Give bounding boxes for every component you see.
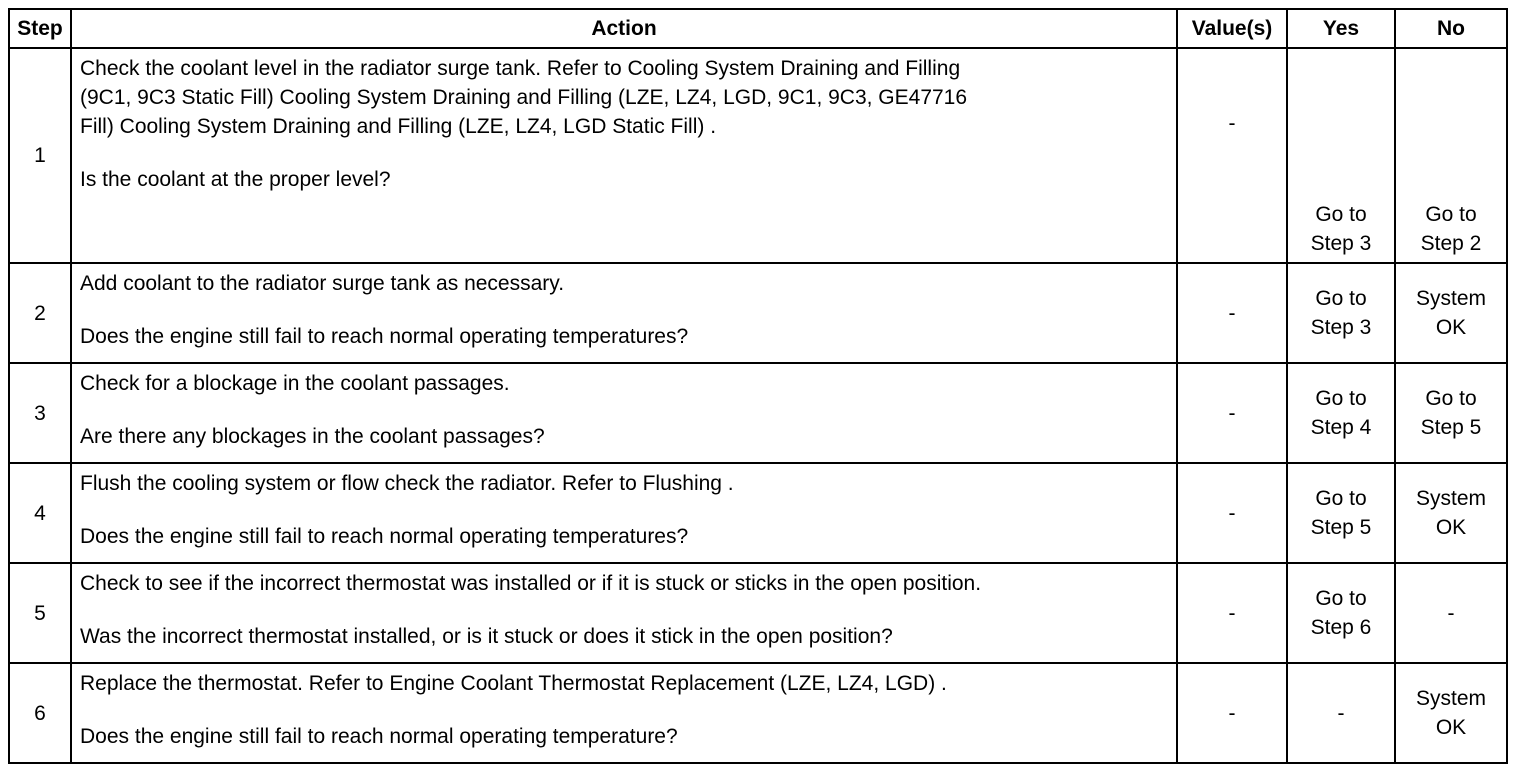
action-text: Check for a blockage in the coolant passages. — [80, 372, 510, 395]
yes-line: Go to — [1315, 203, 1367, 226]
action-question: Does the engine still fail to reach normal operating temperatures? — [80, 325, 689, 348]
action-cell — [71, 263, 1177, 363]
step-number: 2 — [9, 263, 71, 363]
header-values: Value(s) — [1177, 9, 1287, 48]
no-line: Go to — [1425, 387, 1477, 410]
header-row — [9, 9, 1507, 48]
action-text: Check to see if the incorrect thermostat was installed or if it is stuck or sticks in the open position. — [80, 572, 982, 595]
header-step: Step — [9, 9, 71, 48]
action-text: Flush the cooling system or flow check the radiator. Refer to Flushing . — [80, 472, 734, 495]
table-row — [9, 663, 1507, 763]
value-cell: - — [1177, 663, 1287, 763]
yes-line: Step 3 — [1310, 316, 1372, 339]
yes-cell — [1287, 363, 1395, 463]
no-line: OK — [1435, 316, 1467, 339]
action-cell — [71, 48, 1177, 263]
yes-cell — [1287, 563, 1395, 663]
action-cell — [71, 463, 1177, 563]
table-row — [9, 263, 1507, 363]
yes-line: Step 3 — [1310, 232, 1372, 255]
header-yes: Yes — [1287, 9, 1395, 48]
value-cell: - — [1177, 363, 1287, 463]
no-line: OK — [1435, 516, 1467, 539]
no-cell — [1395, 263, 1507, 363]
action-question: Does the engine still fail to reach normal operating temperature? — [80, 725, 678, 748]
header-no: No — [1395, 9, 1507, 48]
no-cell — [1395, 363, 1507, 463]
yes-cell — [1287, 48, 1395, 263]
step-number: 4 — [9, 463, 71, 563]
action-cell — [71, 563, 1177, 663]
step-number: 6 — [9, 663, 71, 763]
no-cell — [1395, 663, 1507, 763]
value-cell: - — [1177, 563, 1287, 663]
action-question: Is the coolant at the proper level? — [80, 168, 391, 191]
no-cell — [1395, 48, 1507, 263]
action-cell — [71, 663, 1177, 763]
step-number: 1 — [9, 48, 71, 263]
header-action: Action — [71, 9, 1177, 48]
yes-cell — [1287, 463, 1395, 563]
action-text: Replace the thermostat. Refer to Engine Coolant Thermostat Replacement (LZE, LZ4, LGD) . — [80, 672, 947, 695]
no-line: Step 5 — [1420, 416, 1482, 439]
yes-line: Step 6 — [1310, 616, 1372, 639]
no-line: Go to — [1425, 203, 1477, 226]
table-row — [9, 48, 1507, 263]
action-text: Add coolant to the radiator surge tank as necessary. — [80, 272, 565, 295]
yes-line: Step 5 — [1310, 516, 1372, 539]
action-question: Does the engine still fail to reach normal operating temperatures? — [80, 525, 689, 548]
table-row — [9, 463, 1507, 563]
no-line: Step 2 — [1420, 232, 1482, 255]
yes-line: Go to — [1315, 587, 1367, 610]
action-cell — [71, 363, 1177, 463]
action-text: (9C1, 9C3 Static Fill) Cooling System Draining and Filling (LZE, LZ4, LGD, 9C1, 9C3, GE47716 — [80, 86, 968, 109]
no-cell — [1395, 463, 1507, 563]
action-text: Check the coolant level in the radiator surge tank. Refer to Cooling System Draining and Filling — [80, 57, 961, 80]
value-cell: - — [1177, 48, 1287, 263]
diagnostic-table-container — [8, 8, 1508, 764]
action-question: Are there any blockages in the coolant passages? — [80, 425, 545, 448]
yes-line: Go to — [1315, 287, 1367, 310]
no-line: System — [1415, 287, 1486, 310]
step-number: 3 — [9, 363, 71, 463]
yes-cell: - — [1287, 663, 1395, 763]
value-cell: - — [1177, 463, 1287, 563]
no-line: System — [1415, 687, 1486, 710]
action-question: Was the incorrect thermostat installed, or is it stuck or does it stick in the open position? — [80, 625, 893, 648]
table-row — [9, 563, 1507, 663]
no-line: OK — [1435, 716, 1467, 739]
no-line: System — [1415, 487, 1486, 510]
value-cell: - — [1177, 263, 1287, 363]
step-number: 5 — [9, 563, 71, 663]
yes-line: Go to — [1315, 487, 1367, 510]
yes-cell — [1287, 263, 1395, 363]
action-text: Fill) Cooling System Draining and Filling (LZE, LZ4, LGD Static Fill) . — [80, 115, 717, 138]
table-row — [9, 363, 1507, 463]
yes-line: Step 4 — [1310, 416, 1372, 439]
no-cell: - — [1395, 563, 1507, 663]
diagnostic-table — [8, 8, 1508, 764]
yes-line: Go to — [1315, 387, 1367, 410]
